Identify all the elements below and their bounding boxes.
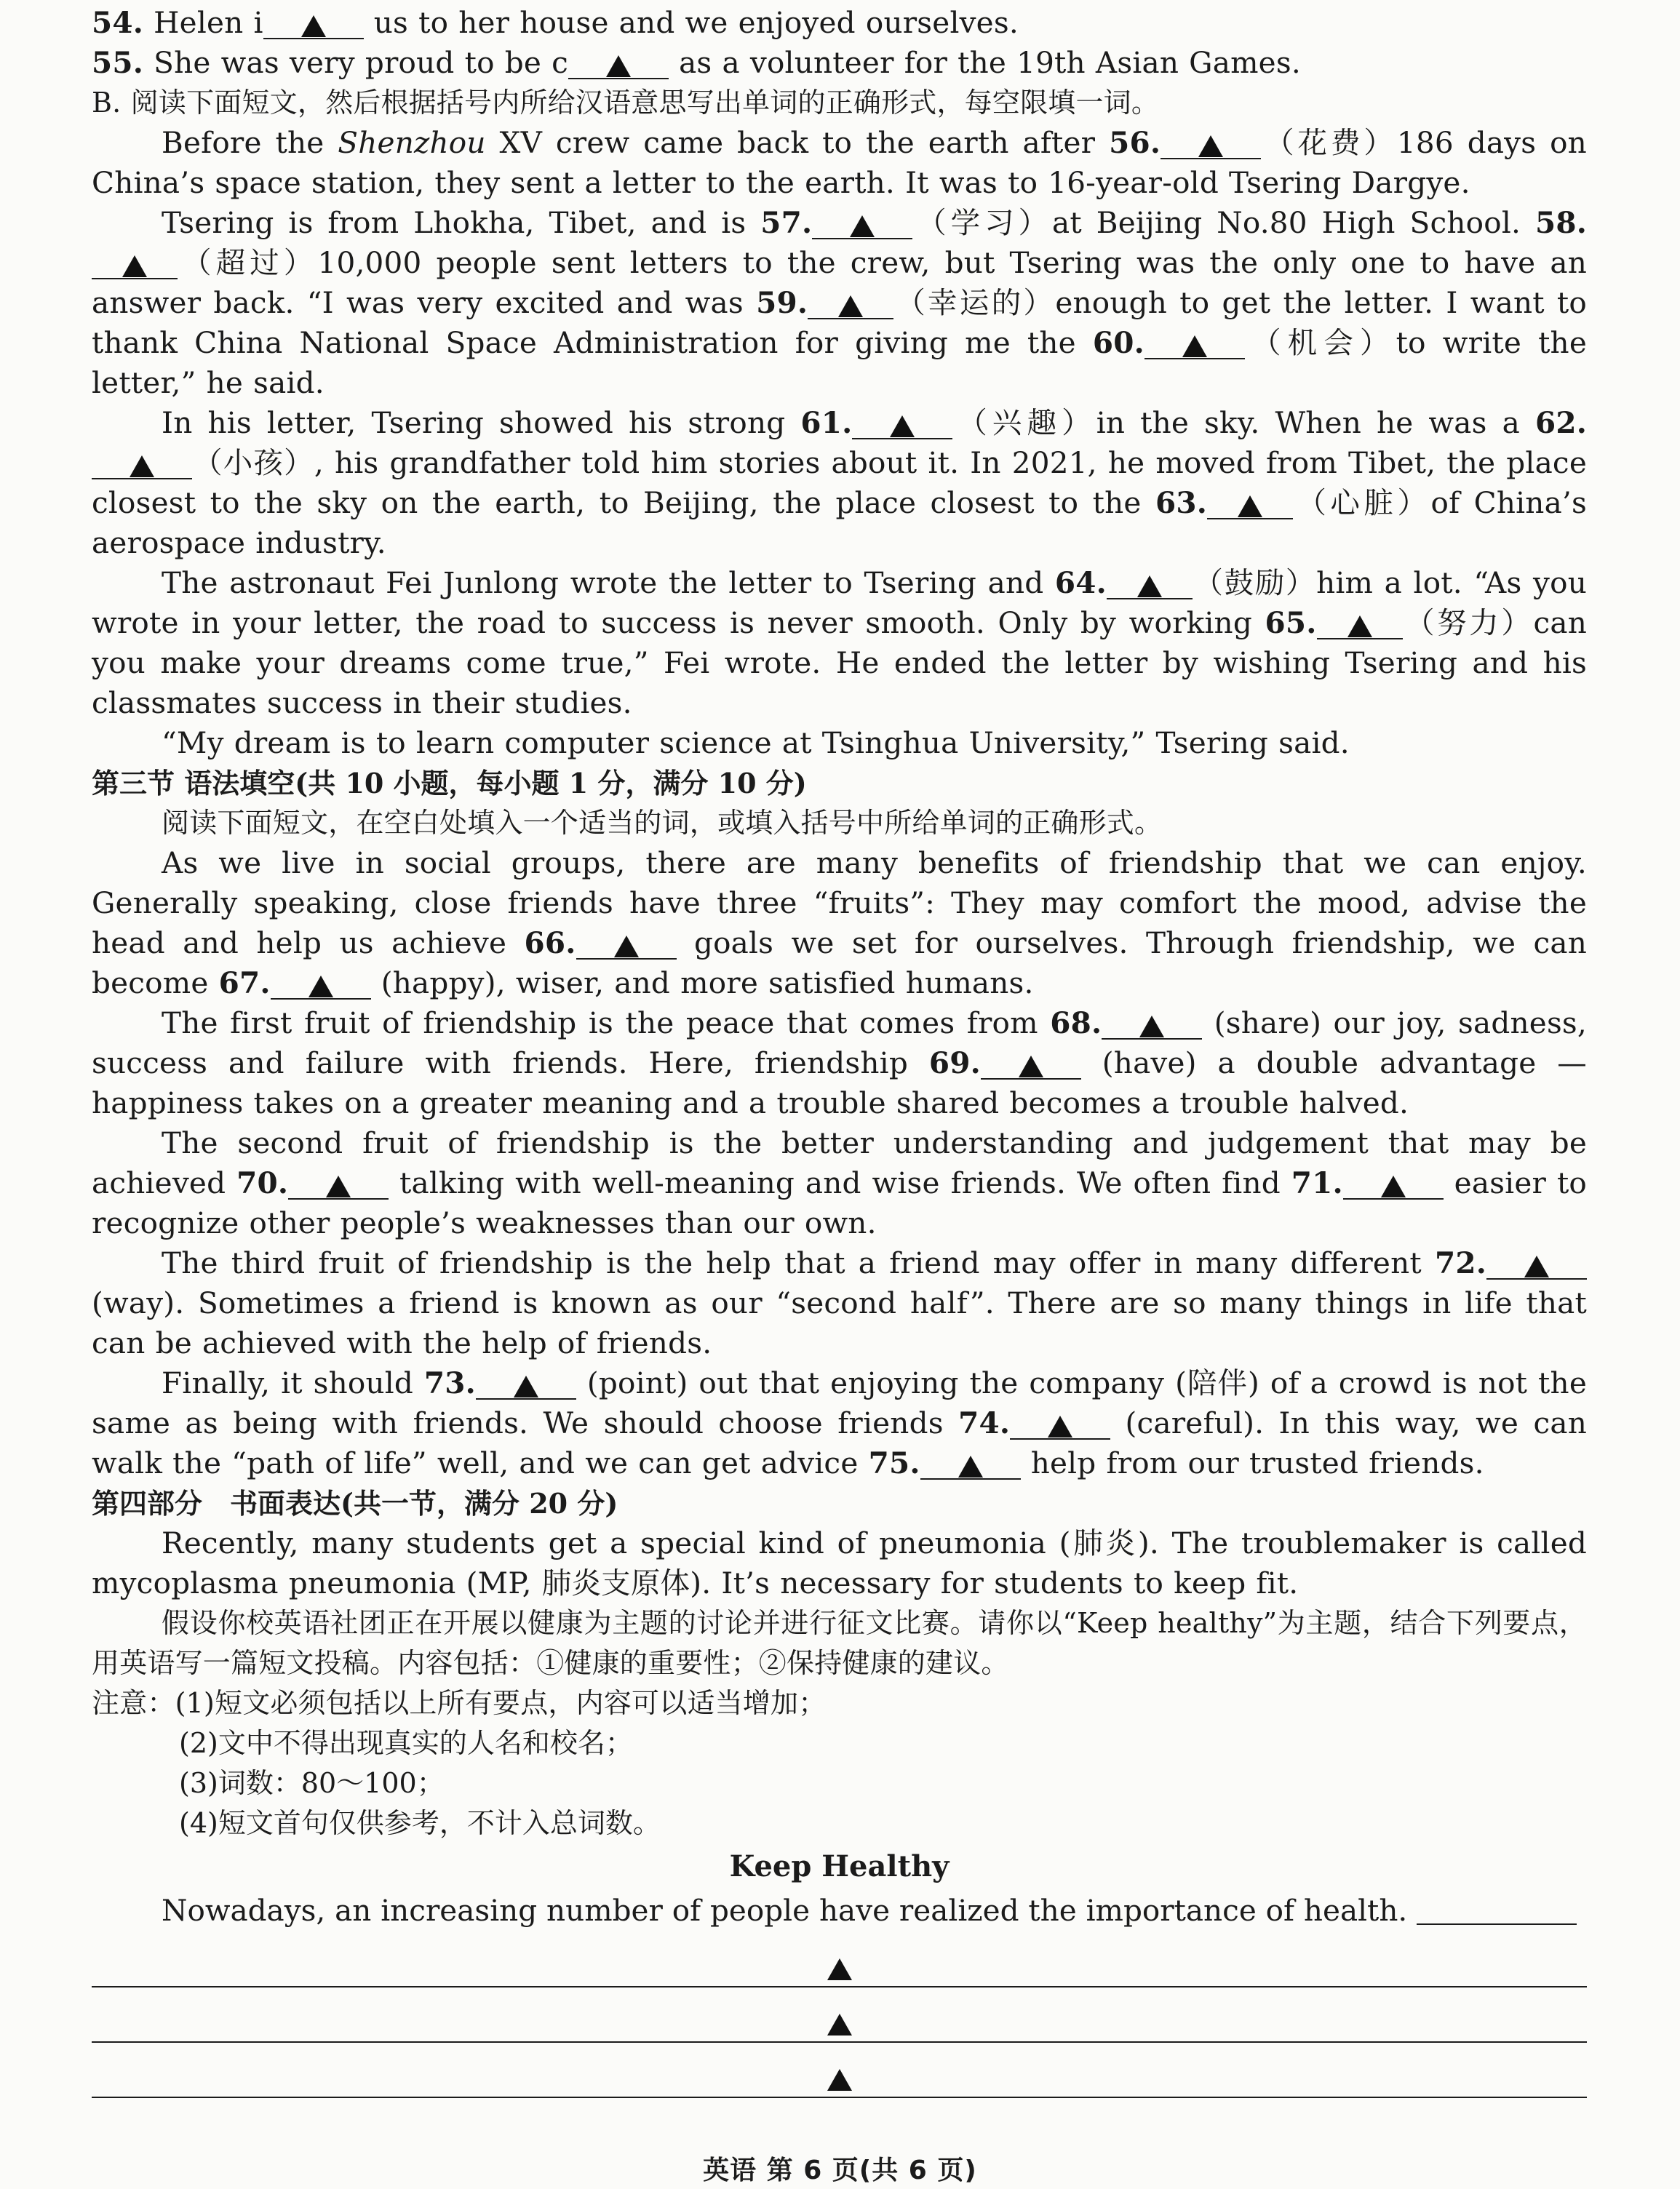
text: (share) our joy, sadness, success and failure with friends. Here, friendship bbox=[92, 1005, 1587, 1080]
text: （小孩）, his grandfather told him stories about it. In 2021, he moved from Tibet, the place closest to the sky on the earth, to Beijing, the place closest to the bbox=[92, 445, 1587, 520]
part-4-note-3: (3)词数：80～100； bbox=[179, 1767, 445, 1799]
question-number: 70. bbox=[236, 1165, 289, 1200]
triangle-icon bbox=[130, 455, 154, 477]
text: Shenzhou bbox=[338, 125, 486, 160]
question-number: 54. bbox=[92, 5, 144, 40]
question-number: 60. bbox=[1092, 325, 1144, 360]
question-number: 67. bbox=[218, 965, 271, 1000]
part-b-paragraph-2 bbox=[92, 203, 1587, 403]
part-4-label: 第四部分 bbox=[92, 1487, 203, 1520]
text: In his letter, Tsering showed his strong bbox=[162, 405, 801, 440]
section-3-paragraph-1 bbox=[92, 843, 1587, 1003]
question-number: 62. bbox=[1534, 405, 1587, 440]
triangle-icon bbox=[614, 936, 639, 957]
answer-blank-68[interactable] bbox=[1102, 1008, 1202, 1040]
question-number: 57. bbox=[760, 205, 813, 240]
question-text: as a volunteer for the 19th Asian Games. bbox=[679, 45, 1301, 80]
answer-blank-65[interactable] bbox=[1317, 607, 1403, 639]
question-number: 72. bbox=[1434, 1245, 1486, 1280]
part-4-note-4: (4)短文首句仅供参考，不计入总词数。 bbox=[179, 1807, 661, 1839]
answer-blank-75[interactable] bbox=[920, 1448, 1021, 1480]
answer-blank-70[interactable] bbox=[288, 1168, 389, 1200]
question-number: 64. bbox=[1054, 565, 1107, 600]
triangle-icon bbox=[827, 1958, 852, 1980]
part-4-background: Recently, many students get a special kind of pneumonia (肺炎). The troublemaker is called mycoplasma pneumonia (MP, 肺炎支原体). It’s necessary for students to keep fit. bbox=[92, 1526, 1587, 1600]
answer-blank-56[interactable] bbox=[1161, 127, 1261, 159]
question-number: 58. bbox=[1534, 205, 1587, 240]
text: The astronaut Fei Junlong wrote the letter to Tsering and bbox=[162, 565, 1055, 600]
triangle-icon bbox=[1238, 495, 1262, 517]
first-sentence-text: Nowadays, an increasing number of people have realized the importance of health. bbox=[162, 1893, 1408, 1928]
answer-blank-57[interactable] bbox=[812, 207, 912, 239]
answer-blank-64[interactable] bbox=[1107, 567, 1193, 599]
writing-line-1[interactable] bbox=[92, 1932, 1587, 1987]
text: easier to recognize other people’s weaknesses than our own. bbox=[92, 1165, 1587, 1240]
writing-line-3[interactable] bbox=[92, 2043, 1587, 2098]
question-number: 56. bbox=[1109, 125, 1161, 160]
question-54 bbox=[92, 3, 1587, 43]
question-number: 63. bbox=[1155, 485, 1208, 520]
triangle-icon bbox=[890, 415, 915, 437]
section-3-paragraph-4 bbox=[92, 1243, 1587, 1363]
question-text: us to her house and we enjoyed ourselves. bbox=[373, 5, 1019, 40]
triangle-icon bbox=[827, 2069, 852, 2091]
text: (careful). In this way, we can walk the “path of life” well, and we can get advice bbox=[92, 1405, 1587, 1480]
text: (happy), wiser, and more satisfied humans. bbox=[370, 965, 1034, 1000]
question-number: 71. bbox=[1291, 1165, 1343, 1200]
question-number: 65. bbox=[1265, 605, 1317, 640]
text: （鼓励）him a lot. “As you wrote in your letter, the road to success is never smooth. Only by working bbox=[92, 565, 1587, 640]
text: （花费）186 days on China’s space station, they sent a letter to the earth. It was to 16-year-old Tsering Dargye. bbox=[92, 125, 1587, 200]
triangle-icon bbox=[1048, 1416, 1072, 1438]
triangle-icon bbox=[1019, 1056, 1043, 1077]
writing-line-2[interactable] bbox=[92, 1987, 1587, 2043]
answer-blank-61[interactable] bbox=[852, 407, 952, 439]
triangle-icon bbox=[827, 2014, 852, 2036]
question-number: 68. bbox=[1050, 1005, 1102, 1040]
section-3-paragraph-2 bbox=[92, 1003, 1587, 1123]
text: The first fruit of friendship is the peace that comes from bbox=[162, 1005, 1051, 1040]
page-footer: 英语 第 6 页(共 6 页) bbox=[703, 2156, 977, 2185]
part-b-paragraph-4 bbox=[92, 563, 1587, 723]
text: (have) a double advantage — happiness takes on a greater meaning and a trouble shared becomes a trouble halved. bbox=[92, 1045, 1587, 1120]
text: The third fruit of friendship is the help that a friend may offer in many different bbox=[162, 1245, 1435, 1280]
text: Tsering is from Lhokha, Tibet, and is bbox=[162, 205, 761, 240]
composition-first-sentence bbox=[92, 1889, 1587, 1932]
triangle-icon bbox=[1137, 575, 1162, 597]
text: (way). Sometimes a friend is known as our “second half”. There are so many things in life that can be achieved with the help of friends. bbox=[92, 1285, 1587, 1360]
text: XV crew came back to the earth after bbox=[485, 125, 1110, 160]
section-3-paragraph-3 bbox=[92, 1123, 1587, 1243]
answer-blank-71[interactable] bbox=[1343, 1168, 1444, 1200]
triangle-icon bbox=[606, 55, 631, 77]
triangle-icon bbox=[326, 1176, 351, 1197]
question-number: 74. bbox=[958, 1405, 1011, 1440]
text: （努力）can you make your dreams come true,” Fei wrote. He ended the letter by wishing Tsering and his classmates success in their studies. bbox=[92, 605, 1587, 720]
question-number: 66. bbox=[524, 925, 576, 960]
question-text: She was very proud to be c bbox=[154, 45, 568, 80]
part-b-paragraph-3 bbox=[92, 403, 1587, 563]
triangle-icon bbox=[850, 215, 875, 237]
answer-blank-63[interactable] bbox=[1207, 487, 1293, 519]
triangle-icon bbox=[1524, 1256, 1549, 1277]
text: （幸运的）enough to get the letter. I want to thank China National Space Administration for giving me the bbox=[92, 285, 1587, 360]
writing-blank-tail[interactable] bbox=[1417, 1894, 1577, 1925]
triangle-icon bbox=[514, 1376, 538, 1397]
answer-blank-58[interactable] bbox=[92, 247, 178, 279]
triangle-icon bbox=[1182, 335, 1207, 357]
text: （超过）10,000 people sent letters to the crew, but Tsering was the only one to have an answer back. “I was very excited and was bbox=[92, 245, 1587, 320]
question-number: 73. bbox=[423, 1365, 476, 1400]
text: （心脏）of China’s aerospace industry. bbox=[92, 485, 1587, 560]
triangle-icon bbox=[1347, 615, 1372, 637]
text: （学习）at Beijing No.80 High School. bbox=[912, 205, 1535, 240]
question-text: Helen i bbox=[154, 5, 263, 40]
question-number: 75. bbox=[868, 1446, 920, 1480]
question-55 bbox=[92, 43, 1587, 83]
section-3-paragraph-5 bbox=[92, 1363, 1587, 1483]
text: Before the bbox=[162, 125, 338, 160]
part-b-instruction: B. 阅读下面短文，然后根据括号内所给汉语意思写出单词的正确形式，每空限填一词。 bbox=[92, 87, 1160, 119]
text: （机会）to write the letter,” he said. bbox=[92, 325, 1587, 400]
section-3-title: 第三节 语法填空(共 10 小题，每小题 1 分，满分 10 分) bbox=[92, 767, 807, 800]
triangle-icon bbox=[1139, 1016, 1164, 1037]
answer-blank-66[interactable] bbox=[576, 928, 677, 960]
triangle-icon bbox=[122, 255, 147, 277]
triangle-icon bbox=[958, 1456, 983, 1478]
text: Finally, it should bbox=[162, 1365, 424, 1400]
question-number: 55. bbox=[92, 45, 144, 80]
answer-blank-54[interactable] bbox=[263, 7, 364, 39]
triangle-icon bbox=[1381, 1176, 1406, 1197]
answer-blank-59[interactable] bbox=[808, 287, 893, 319]
answer-blank-55[interactable] bbox=[568, 47, 669, 79]
question-number: 59. bbox=[756, 285, 808, 320]
part-4-note-1: 注意：(1)短文必须包括以上所有要点，内容可以适当增加； bbox=[92, 1687, 827, 1719]
triangle-icon bbox=[301, 15, 326, 37]
answer-blank-62[interactable] bbox=[92, 447, 192, 479]
part-4-title bbox=[92, 1483, 1587, 1523]
text: As we live in social groups, there are many benefits of friendship that we can enjoy. Generally speaking, close friends have three “fruits”: They may comfort the mood, advise the head and help us achieve bbox=[92, 845, 1587, 960]
triangle-icon bbox=[838, 295, 863, 317]
text: （兴趣）in the sky. When he was a bbox=[952, 405, 1535, 440]
answer-blank-69[interactable] bbox=[981, 1048, 1081, 1080]
answer-blank-67[interactable] bbox=[271, 968, 371, 1000]
answer-blank-72[interactable] bbox=[1486, 1248, 1587, 1280]
answer-blank-60[interactable] bbox=[1144, 327, 1245, 359]
text: talking with well-meaning and wise friends. We often find bbox=[389, 1165, 1291, 1200]
question-number: 69. bbox=[928, 1045, 981, 1080]
section-3-instruction: 阅读下面短文，在空白处填入一个适当的词，或填入括号中所给单词的正确形式。 bbox=[162, 807, 1163, 839]
composition-title: Keep Healthy bbox=[729, 1849, 950, 1883]
text: The second fruit of friendship is the better understanding and judgement that may be achieved bbox=[92, 1125, 1587, 1200]
text: (point) out that enjoying the company (陪伴) of a crowd is not the same as being with friends. We should choose friends bbox=[92, 1365, 1587, 1440]
answer-blank-74[interactable] bbox=[1010, 1408, 1110, 1440]
triangle-icon bbox=[308, 976, 333, 997]
part-b-paragraph-5: “My dream is to learn computer science at Tsinghua University,” Tsering said. bbox=[162, 725, 1350, 760]
part-b-paragraph-1 bbox=[92, 123, 1587, 203]
text: help from our trusted friends. bbox=[1020, 1446, 1484, 1480]
triangle-icon bbox=[1198, 135, 1223, 157]
part-4-subtitle: 书面表达(共一节，满分 20 分) bbox=[230, 1487, 618, 1520]
question-number: 61. bbox=[800, 405, 853, 440]
part-4-task: 假设你校英语社团正在开展以健康为主题的讨论并进行征文比赛。请你以“Keep healthy”为主题，结合下列要点，用英语写一篇短文投稿。内容包括：①健康的重要性；②保持健康的建议。 bbox=[92, 1607, 1587, 1679]
answer-blank-73[interactable] bbox=[476, 1368, 576, 1400]
part-4-note-2: (2)文中不得出现真实的人名和校名； bbox=[179, 1727, 633, 1759]
text: goals we set for ourselves. Through friendship, we can become bbox=[92, 925, 1587, 1000]
